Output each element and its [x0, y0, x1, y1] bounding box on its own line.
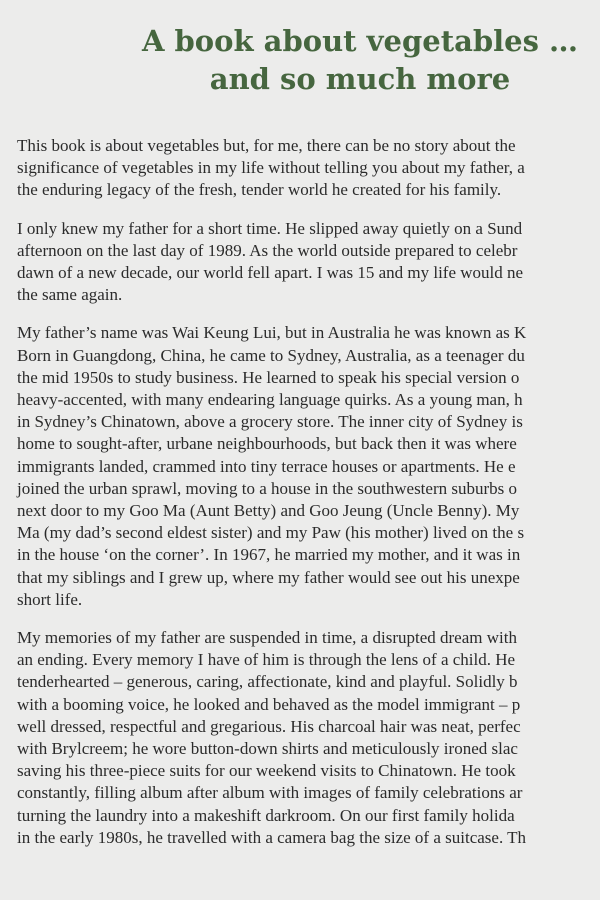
- text-line: with Brylcreem; he wore button-down shirts and meticulously ironed slac: [17, 739, 518, 759]
- text-line: next door to my Goo Ma (Aunt Betty) and Goo Jeung (Uncle Benny). My: [17, 501, 520, 521]
- text-line: afternoon on the last day of 1989. As the world outside prepared to celebr: [17, 240, 518, 260]
- paragraph-4: [17, 627, 600, 849]
- title-line: A book about vegetables …: [141, 24, 579, 58]
- text-line: dawn of a new decade, our world fell apart. I was 15 and my life would ne: [17, 263, 524, 283]
- text-line: Born in Guangdong, China, he came to Sydney, Australia, as a teenager du: [17, 345, 525, 365]
- text-line: significance of vegetables in my life without telling you about my father, a: [17, 158, 525, 178]
- text-line: home to sought-after, urbane neighbourhoods, but back then it was where: [17, 434, 517, 454]
- text-line: I only knew my father for a short time. He slipped away quietly on a Sund: [17, 218, 523, 238]
- text-line: This book is about vegetables but, for me, there can be no story about the: [17, 136, 516, 155]
- text-line: the same again.: [17, 285, 123, 305]
- text-line: in Sydney’s Chinatown, above a grocery store. The inner city of Sydney is: [17, 412, 523, 432]
- text-line: turning the laundry into a makeshift darkroom. On our first family holida: [17, 805, 515, 825]
- text-line: heavy-accented, with many endearing language quirks. As a young man, h: [17, 390, 523, 410]
- body-text: [17, 135, 600, 865]
- text-line: saving his three-piece suits for our weekend visits to Chinatown. He took: [17, 761, 516, 781]
- paragraph-3: [17, 322, 600, 611]
- text-line: an ending. Every memory I have of him is through the lens of a child. He: [17, 650, 516, 670]
- text-line: joined the urban sprawl, moving to a house in the southwestern suburbs o: [17, 478, 518, 498]
- text-line: with a booming voice, he looked and behaved as the model immigrant – p: [17, 694, 521, 714]
- text-line: constantly, filling album after album with images of family celebrations ar: [17, 783, 523, 803]
- title-line: and so much more: [209, 62, 511, 96]
- text-line: well dressed, respectful and gregarious. His charcoal hair was neat, perfec: [17, 716, 521, 736]
- text-line: in the house ‘on the corner’. In 1967, he married my mother, and it was in: [17, 545, 521, 565]
- text-line: Ma (my dad’s second eldest sister) and my Paw (his mother) lived on the s: [17, 523, 525, 543]
- text-line: the mid 1950s to study business. He learned to speak his special version o: [17, 367, 520, 387]
- text-line: the enduring legacy of the fresh, tender world he created for his family.: [17, 180, 502, 200]
- paragraph-1: [17, 135, 600, 202]
- text-line: in the early 1980s, he travelled with a camera bag the size of a suitcase. Th: [17, 827, 527, 847]
- text-line: immigrants landed, crammed into tiny terrace houses or apartments. He e: [17, 456, 516, 476]
- text-line: short life.: [17, 589, 83, 609]
- chapter-title: [0, 22, 600, 98]
- text-line: My father’s name was Wai Keung Lui, but in Australia he was known as K: [17, 323, 527, 343]
- text-line: that my siblings and I grew up, where my father would see out his unexpe: [17, 567, 520, 587]
- paragraph-2: [17, 218, 600, 307]
- text-line: tenderhearted – generous, caring, affectionate, kind and playful. Solidly b: [17, 672, 518, 692]
- text-line: My memories of my father are suspended in time, a disrupted dream with: [17, 628, 517, 648]
